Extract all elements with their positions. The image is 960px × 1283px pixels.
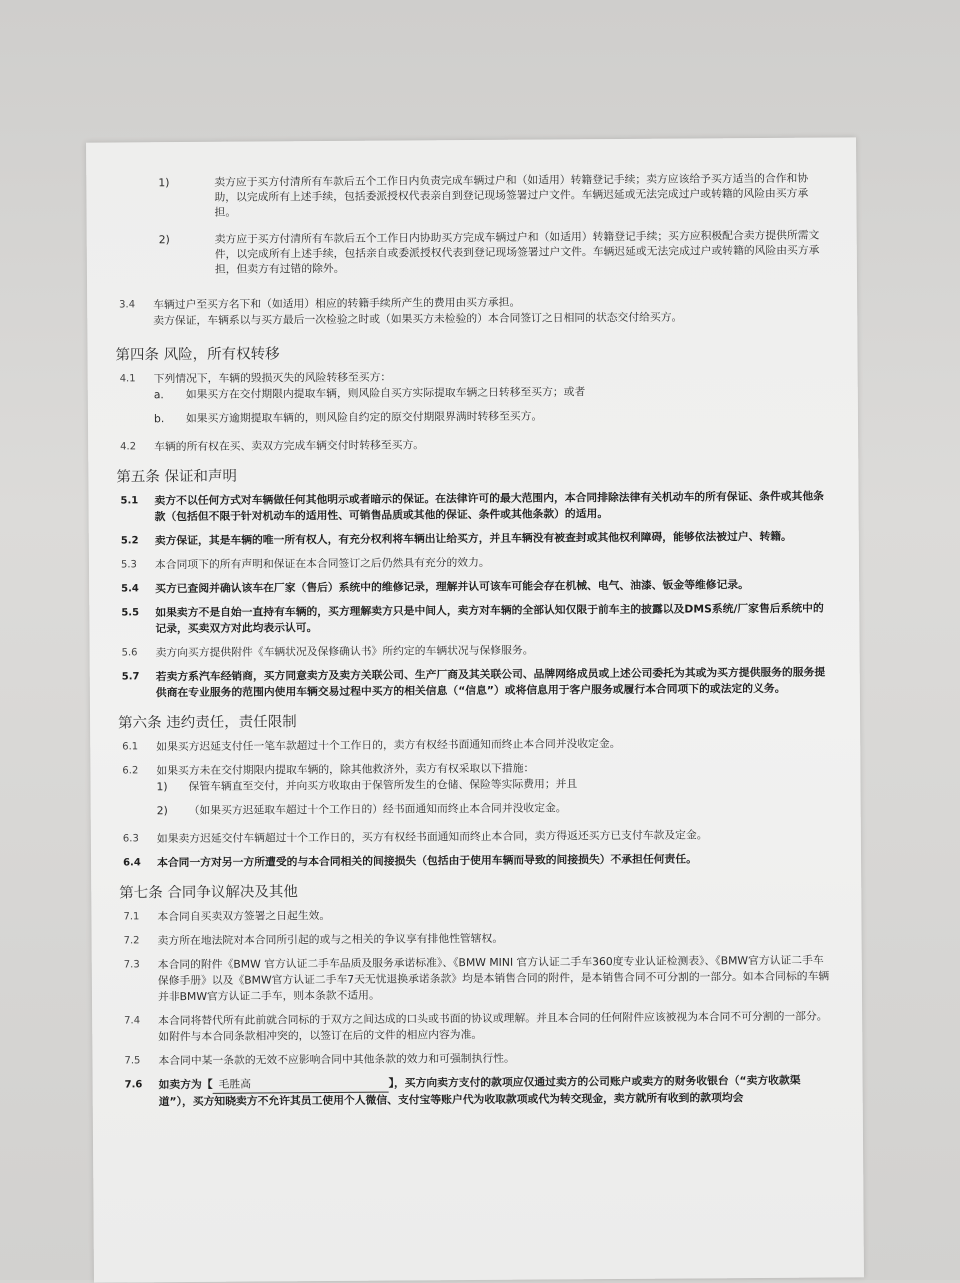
clause-number: 6.3 [122,833,139,845]
clause-text: 卖方保证，其是车辆的唯一所有权人，有充分权利将车辆出让给买方，并且车辆没有被查封或其他权利障碍，能够依法被过户、转籍。 [154,529,792,548]
clause-7-4 [120,1009,832,1046]
clause-5-1 [116,489,828,526]
clause-number: 5.1 [120,495,139,507]
clause-5-7 [118,665,830,702]
clause-number: 7.4 [124,1015,141,1027]
item-number: 1) [156,780,168,794]
clause-number: 5.4 [121,583,139,595]
article-5-title: 第五条 保证和声明 [116,468,238,486]
item-text: （如果买方迟延取车超过十个工作日的）经书面通知而终止本合同并没收定金。 [188,801,567,818]
clause-number: 6.4 [123,857,141,869]
clause-number: 5.7 [121,671,140,683]
clause-number: 5.2 [120,535,139,547]
item-number: b. [153,412,165,426]
clause-number: 6.2 [122,765,139,777]
clause-text: 卖方保证，车辆系以与买方最后一次检验之时或（如果买方未检验的）本合同签订之日相同的状态交付给买方。 [153,310,683,328]
clause-number: 7.5 [124,1055,141,1067]
seller-name-field: 毛胜高 [213,1076,389,1094]
item-number: a. [153,388,164,402]
clause-text: 本合同自买卖双方签署之日起生效。 [157,909,331,924]
clause-text: 下列情况下，车辆的毁损灭失的风险转移至买方： [153,370,392,386]
clause-text: 】，买方向卖方支付的款项应仅通过卖方的公司账户或卖方的财务收银台（“卖方收款渠道”），买方知晓卖方不允许其员工使用个人微信、支付宝等账户代为收取款项或代为转交现金，卖方就所有收到的款项均会 [158,1073,801,1109]
clause-number: 7.1 [123,911,140,923]
clause-3-4 [115,293,827,330]
item-number: 1) [158,176,170,190]
clause-text: 卖方向买方提供附件《车辆状况及保修确认书》所约定的车辆状况与保修服务。 [155,643,534,660]
clause-text: 卖方所在地法院对本合同所引起的或与之相关的争议享有排他性管辖权。 [157,931,504,948]
article-4-title: 第四条 风险，所有权转移 [115,346,280,364]
clause-number: 3.4 [119,299,136,311]
clause-number: 7.3 [123,959,140,971]
clause-number: 7.2 [123,935,140,947]
item-number: 2) [158,233,170,247]
clause-text: 本合同将替代所有此前就合同标的于双方之间达成的口头或书面的协议或理解。并且本合同的任何附件应该被视为本合同不可分割的一部分。如附件与本合同条款相冲突的，以签订在后的文件的相应内容为准。 [158,1009,828,1044]
clause-number: 7.6 [124,1079,143,1091]
clause-text: 如果卖方不是自始一直持有车辆的，买方理解卖方只是中间人，卖方对车辆的全部认知仅限于前车主的披露以及DMS系统/厂家售后系统中的记录，买卖双方对此均表示认可。 [155,601,824,636]
clause-text: 买方已查阅并确认该车在厂家（售后）系统中的维修记录，理解并认可该车可能会存在机械、电气、油漆、钣金等维修记录。 [155,578,750,596]
clause-number: 6.1 [122,741,139,753]
clause-text: 车辆的所有权在买、卖双方完成车辆交付时转移至买方。 [154,438,425,454]
clause-text: 本合同一方对另一方所遭受的与本合同相关的间接损失（包括由于使用车辆而导致的间接损失）不承担任何责任。 [157,852,697,870]
item-number: 2) [156,804,168,818]
clause-text: 如卖方为【 [158,1077,213,1092]
item-text: 卖方应于买方付清所有车款后五个工作日内协助买方完成车辆过户和（如适用）转籍登记手续；买方应积极配合卖方提供所需文件，以完成所有上述手续，包括亲自或委派授权代表到登记现场签署过户文件。车辆迟延或无法完成过户或转籍的风险由买方承担，但卖方有过错的除外。 [214,228,820,276]
item-text: 保管车辆直至交付，并向买方收取由于保管所发生的仓储、保险等实际费用；并且 [188,777,578,794]
item-text: 如果买方在交付期限内提取车辆，则风险自买方实际提取车辆之日转移至买方；或者 [185,385,586,402]
contract-page [86,137,864,1282]
clause-number: 5.3 [120,559,137,571]
clause-text: 车辆过户至买方名下和（如适用）相应的转籍手续所产生的费用由买方承担。 [153,295,521,312]
clause-text: 如果买方迟延支付任一笔车款超过十个工作日的，卖方有权经书面通知而终止本合同并没收定金。 [156,736,621,754]
clause-number: 5.5 [121,607,140,619]
contract-content [114,171,833,1111]
clause-text: 本合同中某一条款的无效不应影响合同中其他条款的效力和可强制执行性。 [158,1051,515,1068]
clause-number: 4.1 [119,373,136,385]
clause-5-5 [117,601,829,638]
clause-7-6 [121,1073,833,1111]
transfer-item-1 [114,171,826,221]
clause-text: 若卖方系汽车经销商，买方同意卖方及卖方关联公司、生产厂商及其关联公司、品牌网络成员或上述公司委托为其或为买方提供服务的服务提供商在专业服务的范围内使用车辆交易过程中买方的相关信息（“信息”）或将信息用于客户服务或履行本合同项下的或法定的义务。 [155,665,826,700]
clause-number: 5.6 [121,647,138,659]
clause-7-3 [120,953,832,1006]
clause-number: 4.2 [120,441,137,453]
clause-text: 卖方不以任何方式对车辆做任何其他明示或者暗示的保证。在法律许可的最大范围内，本合同排除法律有关机动车的所有保证、条件或其他条款（包括但不限于针对机动车的适用性、可销售品质或其他的保证、条件或其他条款）的适用。 [154,489,824,524]
item-text: 卖方应于买方付清所有车款后五个工作日内负责完成车辆过户和（如适用）转籍登记手续；卖方应该给予买方适当的合作和协助，以完成所有上述手续，包括委派授权代表亲自到登记现场签署过户文件。车辆迟延或无法完成过户或转籍的风险由买方承担。 [214,171,809,219]
clause-text: 本合同项下的所有声明和保证在本合同签订之后仍然具有充分的效力。 [154,555,490,572]
clause-text: 如果卖方迟延交付车辆超过十个工作日的，买方有权经书面通知而终止本合同，卖方得返还买方已支付车款及定金。 [156,828,708,846]
article-6-title: 第六条 违约责任，责任限制 [118,714,297,732]
clause-text: 本合同的附件《BMW 官方认证二手车品质及服务承诺标准》、《BMW MINI 官方认证二手车360度专业认证检测表》、《BMW官方认证二手车保修手册》以及《BMW官方认证二手车7天无忧退换承诺条款》均是本销售合同的附件，是本销售合同不可分割的一部分。如本合同标的车辆并非BMW官方认证二手车，则本条款不适用。 [157,953,830,1004]
article-7-title: 第七条 合同争议解决及其他 [119,884,298,902]
transfer-item-2 [115,228,827,278]
item-text: 如果买方逾期提取车辆的，则风险自约定的原交付期限界满时转移至买方。 [185,409,543,426]
clause-text: 如果买方未在交付期限内提取车辆的，除其他救济外，卖方有权采取以下措施： [156,761,535,778]
